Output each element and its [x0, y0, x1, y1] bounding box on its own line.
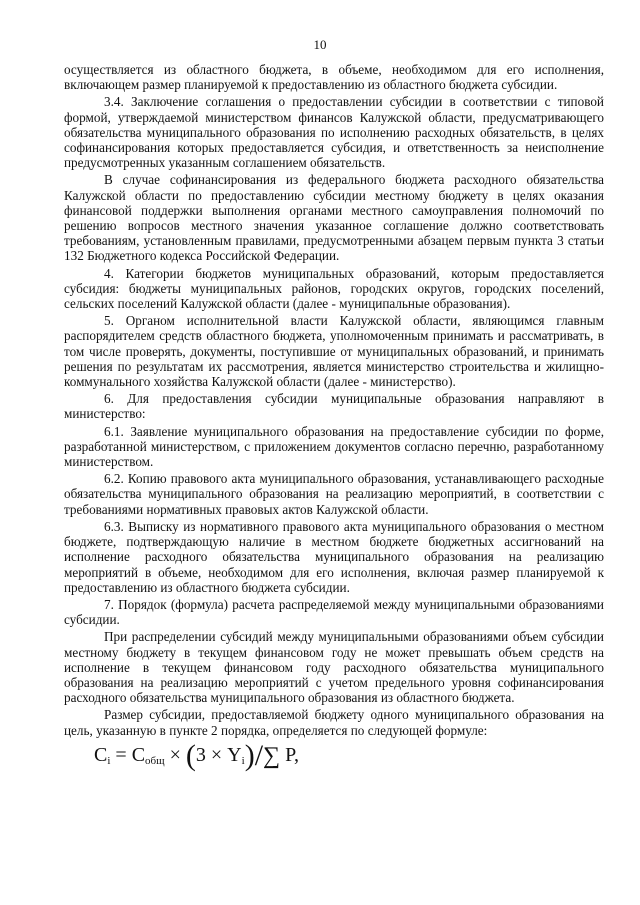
- formula-times: ×: [169, 743, 181, 766]
- formula-factor: 3: [195, 743, 206, 766]
- paragraph-5: 5. Органом исполнительной власти Калужской области, являющимся главным распорядителем средств областного бюджета, уполномоченным принимать и рассматривать, в том числе проверять, документы, поступившие от муниципальных образований, и принимать решения по результатам их рассмотрения, является министерство строительства и жилищно-коммунального хозяйства Калужской области (далее - министерство).: [64, 313, 604, 390]
- formula-y: Y: [227, 743, 242, 766]
- paragraph-3-4: 3.4. Заключение соглашения о предоставлении субсидии в соответствии с типовой формой, утверждаемой министерством финансов Калужской области, предусматривающего обязательства муниципального образования по исполнению расходных обязательств, в целях софинансирования которых предоставляется субсидия, и ответственность за неисполнение предусмотренных указанным соглашением обязательств.: [64, 94, 604, 171]
- paragraph-subsidy-size: Размер субсидии, предоставляемой бюджету одного муниципального образования на цель, указанную в пункте 2 порядка, определяется по следующей формуле:: [64, 707, 604, 738]
- formula-open-paren: (: [185, 738, 196, 772]
- subsidy-formula: [94, 738, 604, 774]
- formula-lhs: C: [94, 743, 108, 766]
- paragraph-cofinancing: В случае софинансирования из федерального бюджета расходного обязательства Калужской области по предоставлению субсидии местному бюджету в целях оказания финансовой поддержки выполнения органами местного самоуправления полномочий по решению вопросов местного значения указанное соглашение должно соответствовать требованиям, установленным правилами, предусмотренными абзацем первым пункта 3 статьи 132 Бюджетного кодекса Российской Федерации.: [64, 172, 604, 264]
- paragraph-distribution: При распределении субсидий между муниципальными образованиями объем субсидии местному бюджету в текущем финансовом году не может превышать объем средств на исполнение в текущем финансовом году расходного обязательства муниципального образования на реализацию мероприятий с учетом предельного уровня софинансирования расходного обязательства муниципального образования из областного бюджета.: [64, 629, 604, 706]
- paragraph-6-2: 6.2. Копию правового акта муниципального образования, устанавливающего расходные обязательства муниципального образования на реализацию мероприятий, в соответствии с требованиями нормативных правовых актов Калужской области.: [64, 471, 604, 517]
- paragraph-6-3: 6.3. Выписку из нормативного правового акта муниципального образования о местном бюджете, подтверждающую наличие в местном бюджете бюджетных ассигнований на исполнение расходного обязательства муниципального образования на реализацию мероприятий в объеме, необходимом для его исполнения, включая размер планируемой к предоставлению из областного бюджета субсидии.: [64, 518, 604, 595]
- formula-equals: =: [115, 743, 127, 766]
- formula-slash: /: [254, 738, 264, 772]
- paragraph-6: 6. Для предоставления субсидии муниципальные образования направляют в министерство:: [64, 391, 604, 422]
- formula-times-2: ×: [210, 743, 223, 766]
- formula-sum-icon: ∑: [263, 742, 281, 769]
- paragraph-continuation: осуществляется из областного бюджета, в объеме, необходимом для его исполнения, включающем размер планируемой к предоставлению из областного бюджета субсидии.: [64, 62, 604, 93]
- document-body: [64, 62, 604, 774]
- formula-close-paren: ): [244, 738, 255, 772]
- paragraph-4: 4. Категории бюджетов муниципальных образований, которым предоставляется субсидия: бюджеты муниципальных районов, городских округов, городских поселений, сельских поселений Калужской области (далее - муниципальные образования).: [64, 265, 604, 312]
- formula-c-total-sub: общ: [145, 754, 165, 767]
- formula-lhs-sub: i: [107, 754, 111, 767]
- paragraph-7: 7. Порядок (формула) расчета распределяемой между муниципальными образованиями субсидии.: [64, 596, 604, 628]
- formula-c-total: C: [131, 743, 146, 766]
- formula-y-sub: i: [241, 754, 245, 767]
- page-number: 10: [313, 37, 327, 52]
- paragraph-6-1: 6.1. Заявление муниципального образования на предоставление субсидии по форме, разработанной министерством, с приложением документов согласно перечню, разработанному министерством.: [64, 423, 604, 470]
- formula-p: P,: [285, 743, 300, 766]
